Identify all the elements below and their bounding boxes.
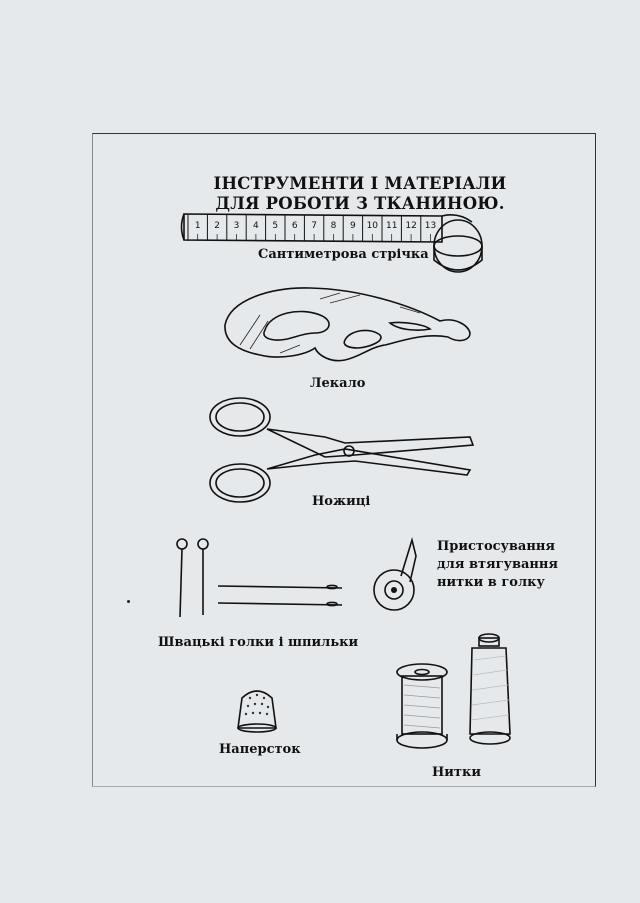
french-curve-illustration (220, 285, 480, 370)
tape-number: 2 (214, 221, 220, 231)
tape-number: 13 (424, 221, 437, 231)
tape-number: 5 (272, 221, 279, 231)
tape-number: 8 (330, 221, 337, 231)
measuring-tape-illustration (180, 208, 490, 274)
tape-number: 6 (291, 221, 298, 231)
thimble-illustration (232, 684, 282, 734)
tape-number: 3 (233, 221, 240, 231)
scissors-illustration (205, 395, 475, 510)
tape-number: 10 (366, 221, 379, 231)
scissors-label: Ножиці (312, 494, 371, 509)
threads-label: Нитки (432, 765, 482, 780)
tape-label: Сантиметрова стрічка (258, 247, 429, 262)
scan-speck (127, 600, 130, 603)
tape-number: 7 (311, 221, 317, 231)
needle-threader-illustration (368, 530, 428, 615)
title-line-2: ДЛЯ РОБОТИ З ТКАНИНОЮ. (215, 194, 505, 213)
curve-label: Лекало (310, 376, 366, 391)
tape-number: 9 (350, 221, 356, 231)
thread-spools-illustration (392, 630, 522, 755)
needles-label: Швацькі голки і шпильки (158, 635, 359, 650)
tape-number: 1 (194, 221, 201, 231)
threader-label (437, 538, 558, 592)
threader-label-line-2: для втягування (437, 557, 559, 572)
tape-number: 11 (385, 221, 398, 231)
title-line-1: ІНСТРУМЕНТИ І МАТЕРІАЛИ (213, 174, 507, 193)
pins-needles-illustration (170, 535, 350, 620)
threader-label-line-1: Пристосування (437, 539, 555, 554)
tape-number: 4 (253, 221, 259, 231)
tape-number: 12 (405, 221, 417, 231)
threader-label-line-3: нитки в голку (437, 575, 545, 590)
thimble-label: Наперсток (219, 742, 301, 757)
